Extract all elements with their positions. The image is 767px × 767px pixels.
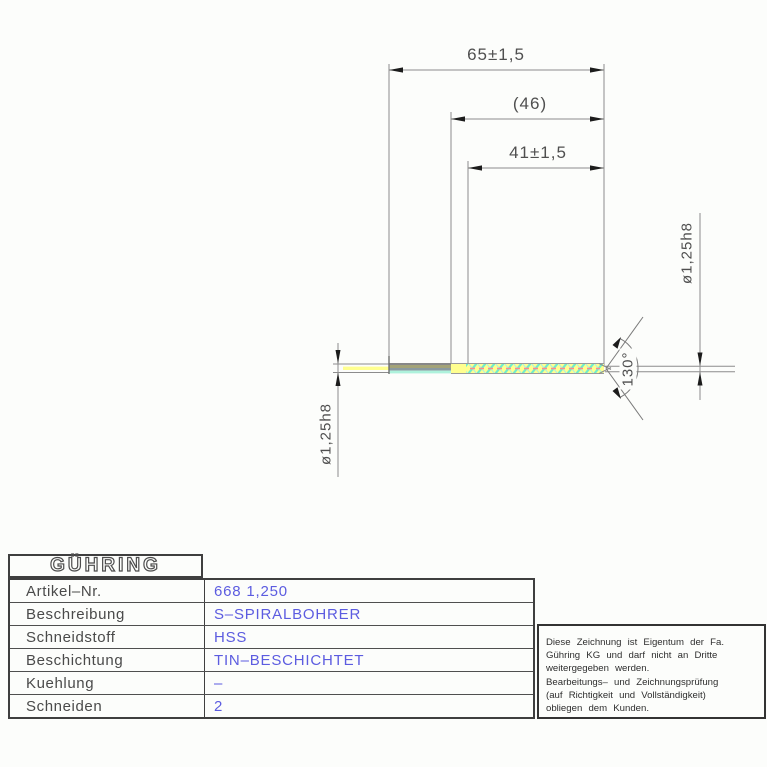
row-label-schneiden: Schneiden	[10, 695, 205, 717]
table-row	[10, 695, 533, 717]
row-value-schneiden: 2	[214, 697, 224, 715]
row-value-kuehlung: –	[214, 674, 224, 692]
row-label-beschreibung: Beschreibung	[10, 603, 205, 625]
row-label-beschichtung: Beschichtung	[10, 649, 205, 671]
table-row	[10, 580, 533, 603]
note-line: Diese Zeichnung ist Eigentum der Fa.	[546, 637, 725, 648]
table-row	[10, 672, 533, 695]
table-row	[10, 603, 533, 626]
table-row	[10, 649, 533, 672]
row-label-schneidstoff: Schneidstoff	[10, 626, 205, 648]
dimension-line-total-length	[389, 70, 604, 168]
table-row	[10, 626, 533, 649]
dim-label-flute-length: 41±1,5	[509, 143, 567, 162]
dim-label-point-angle: 130°	[620, 348, 637, 389]
guehring-logo: GÜHRING	[50, 555, 161, 576]
dimension-arrows	[336, 67, 703, 386]
note-line: (auf Richtigkeit und Vollständigkeit)	[546, 689, 706, 701]
dim-label-total-length: 65±1,5	[467, 45, 525, 64]
row-value-artikel-nr: 668 1,250	[214, 582, 288, 600]
drill-shank-end-extension	[333, 364, 390, 373]
note-line: weitergegeben werden.	[546, 663, 650, 675]
spec-table	[8, 578, 535, 719]
guehring-logo-box	[8, 554, 203, 578]
ownership-note-box	[537, 624, 766, 719]
row-label-artikel-nr: Artikel–Nr.	[10, 580, 205, 602]
dim-label-ref-length: (46)	[512, 94, 548, 113]
drill-flutes	[451, 364, 604, 374]
row-value-beschreibung: S–SPIRALBOHRER	[214, 605, 362, 623]
dim-label-tip-diameter: ø1,25h8	[678, 221, 696, 285]
extension-lines	[338, 64, 700, 477]
dim-label-shank-diameter: ø1,25h8	[317, 402, 335, 466]
drill-shank	[389, 356, 451, 374]
note-line: Gühring KG und darf nicht an Dritte	[546, 650, 718, 662]
note-line: Bearbeitungs– und Zeichnungsprüfung	[546, 676, 719, 688]
row-value-schneidstoff: HSS	[214, 628, 248, 646]
row-label-kuehlung: Kuehlung	[10, 672, 205, 694]
note-line: obliegen dem Kunden.	[546, 703, 650, 715]
row-value-beschichtung: TIN–BESCHICHTET	[214, 651, 365, 669]
